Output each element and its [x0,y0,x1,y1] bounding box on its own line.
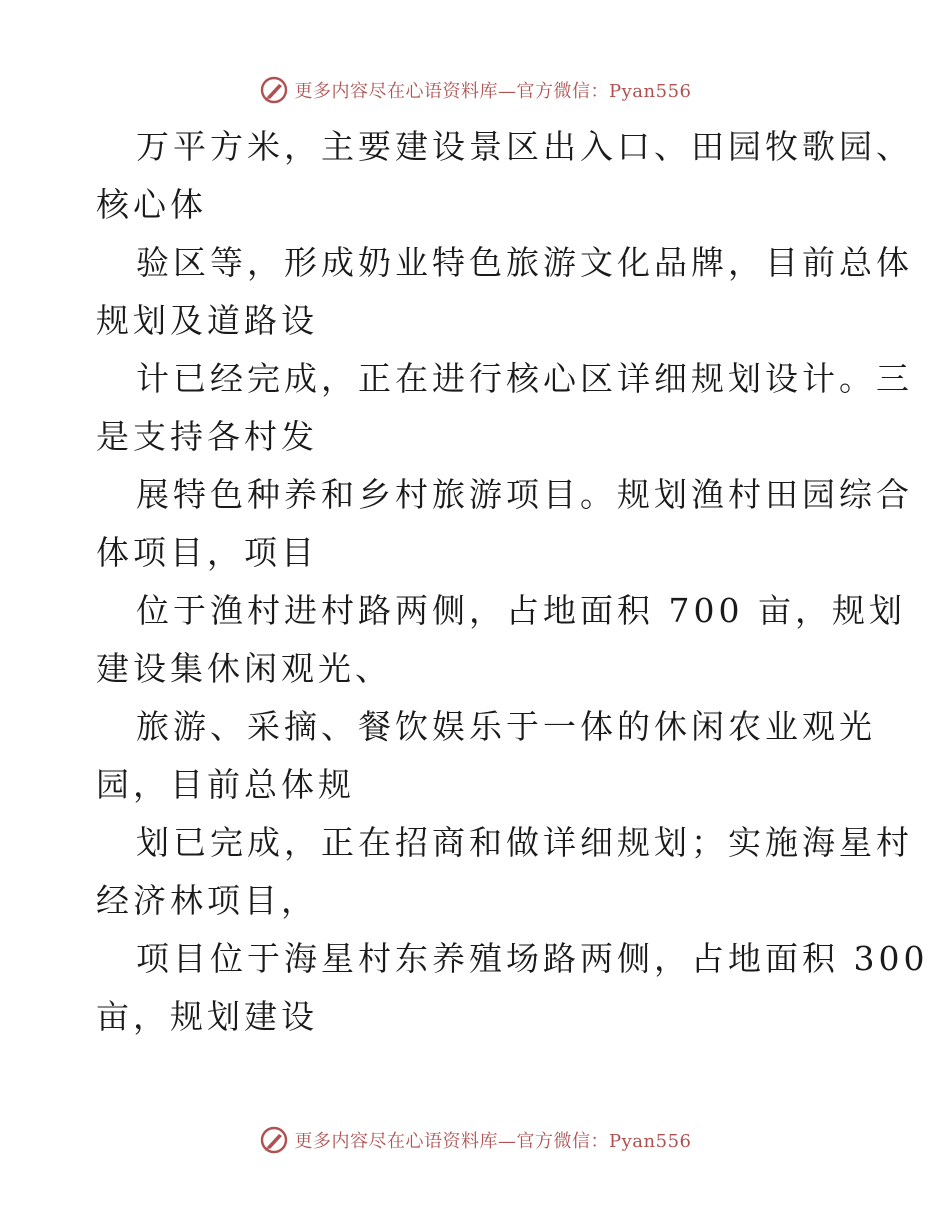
text-line: 体项目，项目 [96,533,318,572]
text-line: 规划及道路设 [96,301,318,340]
text-line: 划已完成，正在招商和做详细规划；实施海星村 [136,823,913,862]
text-line: 园，目前总体规 [96,765,355,804]
text-line: 旅游、采摘、餐饮娱乐于一体的休闲农业观光 [136,707,876,746]
text-line: 亩，规划建设 [96,997,318,1036]
quill-pen-logo-icon [259,1125,289,1155]
header-banner-text: 更多内容尽在心语资料库—官方微信：Pyan556 [294,81,692,102]
text-line: 核心体 [96,185,207,224]
text-line: 位于渔村进村路两侧，占地面积 700 亩，规划 [136,591,906,630]
document-body [96,118,929,1046]
header-banner [0,70,950,110]
text-line: 计已经完成，正在进行核心区详细规划设计。三 [136,359,913,398]
text-line: 展特色种养和乡村旅游项目。规划渔村田园综合 [136,475,913,514]
text-line: 万平方米，主要建设景区出入口、田园牧歌园、 [136,127,913,166]
text-line: 验区等，形成奶业特色旅游文化品牌，目前总体 [136,243,913,282]
footer-banner-text: 更多内容尽在心语资料库—官方微信：Pyan556 [294,1131,692,1152]
text-line: 经济林项目， [96,881,318,920]
text-line: 是支持各村发 [96,417,318,456]
quill-pen-logo-icon [259,75,289,105]
text-line: 建设集休闲观光、 [96,649,392,688]
footer-banner [0,1120,950,1160]
text-line: 项目位于海星村东养殖场路两侧，占地面积 300 [136,939,929,978]
